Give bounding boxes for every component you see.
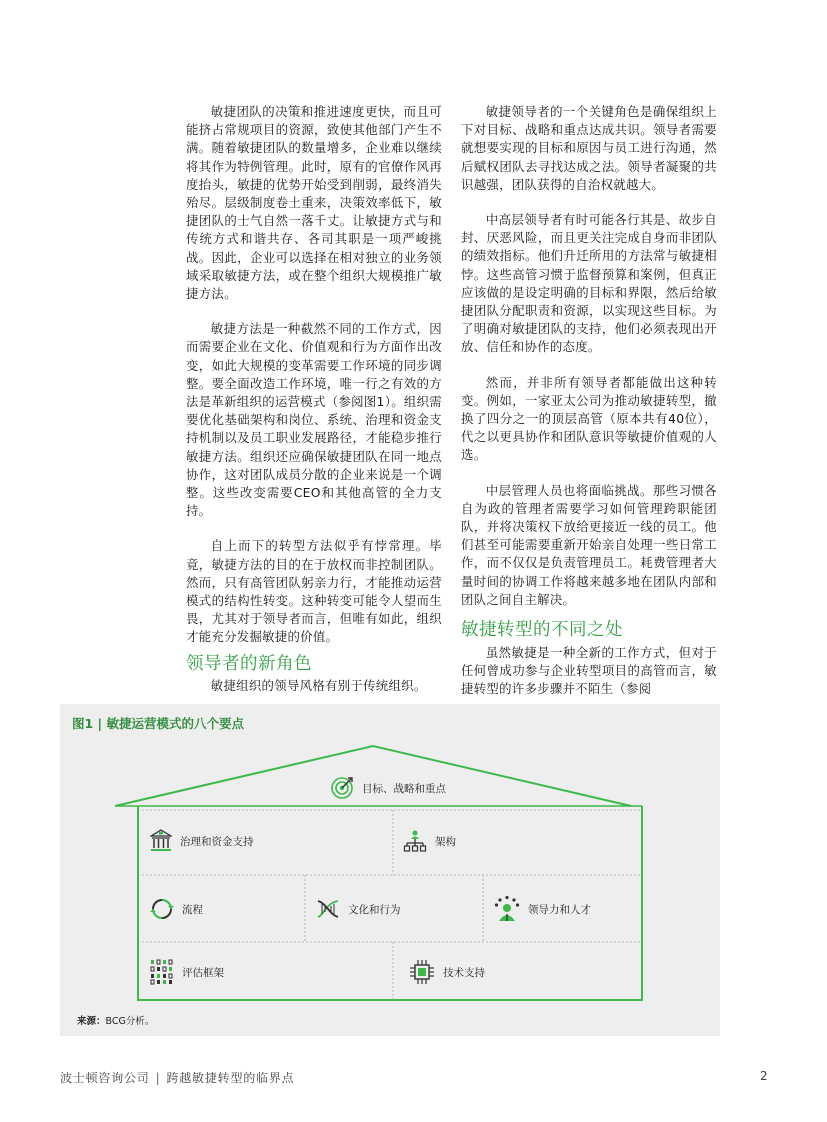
figure-source [77,1013,154,1027]
dna-icon [316,897,340,921]
element-measurement [150,959,224,985]
source-label: 来源： [77,1016,106,1027]
bank-icon [150,829,172,853]
element-label: 治理和资金支持 [180,835,254,848]
body-paragraph: 虽然敏捷是一种全新的工作方式，但对于任何曾成功参与企业转型项目的高管而言，敏捷转型的许多步骤并不陌生（参阅 [461,645,717,697]
element-goals [330,776,446,800]
body-paragraph: 中高层领导者有时可能各行其是、故步自封、厌恶风险，而且更关注完成自身而非团队的绩效指标。他们升迁所用的方法常与敏捷相悖。这些高管习惯于监督预算和案例，但真正应该做的是设定明确的目标和界限，然后给敏捷团队分配职责和资源，以实现这些目标。为了明确对敏捷团队的支持，他们必须表现出开放、信任和协作的态度。 [461,212,717,355]
page-number: 2 [760,1069,768,1083]
element-culture [316,897,401,921]
source-text: BCG分析。 [105,1016,155,1027]
left-column [186,103,442,664]
element-label: 架构 [435,835,456,848]
element-label: 目标、战略和重点 [362,782,446,795]
element-structure [403,829,456,853]
figure-title: 图1 | 敏捷运营模式的八个要点 [72,716,244,731]
element-technology [409,959,485,985]
body-paragraph: 敏捷方法是一种截然不同的工作方式，因而需要企业在文化、价值观和行为方面作出改变，如此大规模的变革需要工作环境的同步调整。要全面改造工作环境，唯一行之有效的方法是革新组织的运营模式（参阅图1）。组织需要优化基础架构和岗位、系统、治理和资金支持机制以及员工职业发展路径，才能稳步推行敏捷方法。组织还应确保敏捷团队在同一地点协作，这对团队成员分散的企业来说是一个调整。这些改变需要CEO和其他高管的全力支持。 [186,321,442,519]
cycle-icon [150,897,174,921]
element-process [150,897,203,921]
element-governance [150,829,254,853]
body-paragraph: 敏捷组织的领导风格有别于传统组织。 [210,678,427,693]
element-label: 领导力和人才 [528,903,591,916]
house-diagram [60,704,720,1036]
right-column [461,103,717,626]
footer-company: 波士顿咨询公司 [60,1071,150,1085]
element-label: 技术支持 [443,966,485,979]
body-paragraph: 中层管理人员也将面临挑战。那些习惯各自为政的管理者需要学习如何管理跨职能团队，并将决策权下放给更接近一线的员工。他们甚至可能需要重新开始亲自处理一些日常工作，而不仅仅是负责管理员工。耗费管理者大量时间的协调工作将越来越多地在团队内部和团队之间自主解决。 [461,482,717,607]
chip-icon [409,959,435,985]
leader-icon [494,895,520,923]
footer-report-title: 跨越敏捷转型的临界点 [166,1071,295,1085]
element-label: 文化和行为 [348,903,401,916]
org-chart-icon [403,829,427,853]
element-leadership [494,895,591,923]
footer-separator: | [155,1071,161,1085]
body-paragraph: 敏捷团队的决策和推进速度更快，而且可能挤占常规项目的资源，致使其他部门产生不满。随着敏捷团队的数量增多，企业难以继续将其作为特例管理。此时，原有的官僚作风再度抬头，敏捷的优势开始受到削弱，最终消失殆尽。层级制度卷土重来，决策效率低下，敏捷团队的士气自然一落千丈。让敏捷方式与和传统方式和谐共存、各司其职是一项严峻挑战。因此，企业可以选择在相对独立的业务领域采取敏捷方法，或在整个组织大规模推广敏捷方法。 [186,104,442,302]
section-heading: 敏捷转型的不同之处 [461,620,623,640]
body-paragraph: 敏捷领导者的一个关键角色是确保组织上下对目标、战略和重点达成共识。领导者需要就想要实现的目标和原因与员工进行沟通，然后赋权团队去寻找达成之法。领导者凝聚的共识越强，团队获得的自治权就越大。 [461,104,717,192]
body-paragraph: 然而，并非所有领导者都能做出这种转变。例如，一家亚太公司为推动敏捷转型，撤换了四分之一的顶层高管（原本共有40位），代之以更具协作和团队意识等敏捷价值观的人选。 [461,374,717,463]
figure-operating-model [60,704,720,1036]
element-label: 评估框架 [182,966,224,979]
binary-grid-icon [150,959,174,985]
section-heading: 领导者的新角色 [186,654,312,674]
footer [60,1069,294,1086]
body-paragraph: 自上而下的转型方法似乎有悖常理。毕竟，敏捷方法的目的在于放权而非控制团队。然而，只有高管团队躬亲力行，才能推动运营模式的结构性转变。这种转变可能令人望而生畏，尤其对于领导者而言，但唯有如此，组织才能充分发掘敏捷的价值。 [186,538,442,645]
target-icon [330,776,354,800]
element-label: 流程 [182,903,203,916]
